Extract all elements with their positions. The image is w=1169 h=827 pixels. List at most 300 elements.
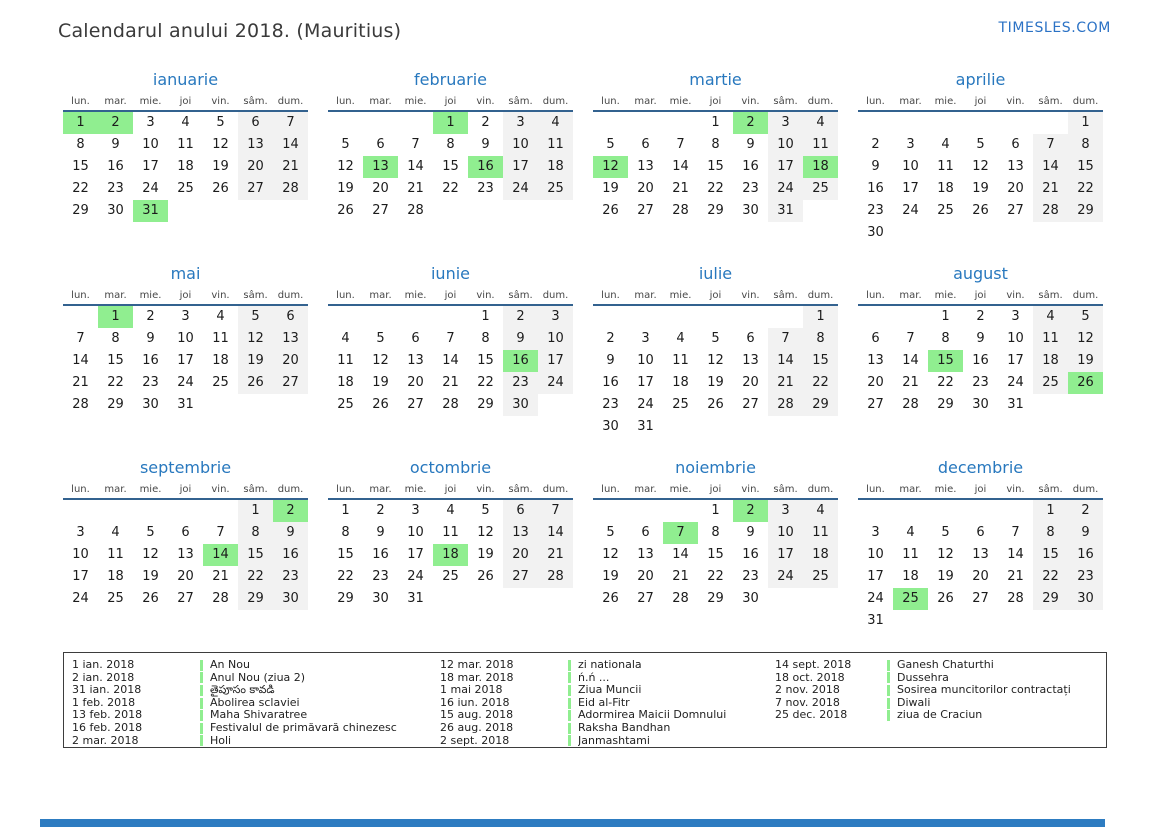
- weekday-label: vin.: [211, 484, 230, 495]
- day-cell: 16: [372, 547, 389, 562]
- day-cell-empty: [538, 588, 573, 610]
- day-grid: [593, 112, 838, 222]
- day-cell: 3: [906, 137, 915, 152]
- day-cell-holiday: 14: [203, 544, 238, 566]
- day-cell: 8: [803, 328, 838, 350]
- legend-date: 2 nov. 2018: [775, 683, 840, 697]
- legend-holiday-name: Ziua Muncii: [578, 684, 642, 697]
- day-cell: 21: [442, 375, 459, 390]
- day-cell: 2: [503, 306, 538, 328]
- legend-item: [775, 684, 1100, 697]
- day-cell: 6: [376, 137, 385, 152]
- day-cell: 9: [111, 137, 120, 152]
- day-cell: 8: [341, 525, 350, 540]
- day-cell: 18: [212, 353, 229, 368]
- day-cell-holiday: 31: [133, 200, 168, 222]
- months-grid: [0, 66, 1169, 648]
- day-cell: 24: [902, 203, 919, 218]
- weekday-label: vin.: [741, 96, 760, 107]
- day-cell: 11: [902, 547, 919, 562]
- day-cell: 17: [637, 375, 654, 390]
- day-cell: 7: [411, 137, 420, 152]
- weekday-label: lun.: [866, 484, 885, 495]
- day-cell-empty: [858, 306, 893, 328]
- day-cell: 21: [768, 372, 803, 394]
- day-cell: 29: [1068, 200, 1103, 222]
- day-cell: 26: [238, 372, 273, 394]
- day-cell: 28: [902, 397, 919, 412]
- holiday-tick-icon: [887, 672, 890, 683]
- day-cell: 22: [477, 375, 494, 390]
- day-cell-empty: [928, 500, 963, 522]
- weekday-label: dum.: [277, 484, 304, 495]
- day-cell: 1: [481, 309, 490, 324]
- day-cell-empty: [328, 306, 363, 328]
- day-cell: 13: [637, 159, 654, 174]
- day-cell: 3: [768, 112, 803, 134]
- day-cell: 13: [503, 522, 538, 544]
- legend-holiday-name: An Nou: [210, 659, 250, 671]
- day-cell: 22: [238, 566, 273, 588]
- day-cell: 11: [442, 525, 459, 540]
- weekday-label: mie.: [139, 290, 162, 301]
- day-cell: 17: [177, 353, 194, 368]
- day-cell-holiday: 18: [803, 156, 838, 178]
- day-cell: 1: [1033, 500, 1068, 522]
- holiday-legend: [63, 652, 1107, 748]
- legend-holiday-name: Diwali: [897, 696, 931, 709]
- day-cell-empty: [963, 112, 998, 134]
- day-cell: 8: [446, 137, 455, 152]
- day-cell: 31: [867, 613, 884, 628]
- weekday-label: mar.: [104, 290, 127, 301]
- day-cell: 2: [976, 309, 985, 324]
- weekday-label: mie.: [139, 96, 162, 107]
- day-cell-holiday: 1: [63, 112, 98, 134]
- day-cell-holiday: 7: [663, 522, 698, 544]
- legend-item: [72, 722, 440, 735]
- day-cell: 3: [871, 525, 880, 540]
- day-cell: 16: [742, 547, 759, 562]
- weekday-header-row: [328, 484, 573, 500]
- day-cell-empty: [1033, 112, 1068, 134]
- day-cell: 2: [481, 115, 490, 130]
- weekday-label: joi: [444, 484, 457, 495]
- month-iunie: [328, 260, 573, 454]
- day-cell: 29: [72, 203, 89, 218]
- day-cell: 8: [76, 137, 85, 152]
- day-cell: 27: [742, 397, 759, 412]
- weekday-label: joi: [974, 96, 987, 107]
- day-cell-empty: [328, 112, 363, 134]
- day-cell: 27: [1007, 203, 1024, 218]
- day-cell: 23: [107, 181, 124, 196]
- holiday-tick-icon: [568, 685, 571, 696]
- weekday-label: sâm.: [508, 484, 533, 495]
- legend-date: 31 ian. 2018: [72, 683, 142, 697]
- weekday-label: lun.: [866, 96, 885, 107]
- holiday-tick-icon: [887, 698, 890, 709]
- weekday-label: mie.: [139, 484, 162, 495]
- weekday-label: lun.: [71, 484, 90, 495]
- day-cell-empty: [628, 112, 663, 134]
- day-cell: 23: [972, 375, 989, 390]
- legend-date: 14 sept. 2018: [775, 658, 852, 671]
- day-cell: 28: [212, 591, 229, 606]
- day-cell: 7: [1033, 134, 1068, 156]
- day-cell-empty: [593, 500, 628, 522]
- day-cell: 11: [177, 137, 194, 152]
- weekday-label: mar.: [369, 484, 392, 495]
- day-cell: 12: [477, 525, 494, 540]
- day-cell: 5: [606, 525, 615, 540]
- day-cell-holiday: 26: [1068, 372, 1103, 394]
- day-cell: 17: [1007, 353, 1024, 368]
- weekday-label: mie.: [669, 96, 692, 107]
- day-cell: 9: [976, 331, 985, 346]
- day-cell: 18: [902, 569, 919, 584]
- day-cell: 30: [742, 203, 759, 218]
- day-cell: 10: [768, 134, 803, 156]
- day-cell: 1: [711, 115, 720, 130]
- day-cell: 4: [1033, 306, 1068, 328]
- weekday-label: lun.: [601, 290, 620, 301]
- day-cell: 22: [803, 372, 838, 394]
- day-cell: 15: [337, 547, 354, 562]
- day-cell: 8: [1033, 522, 1068, 544]
- legend-holiday-name: Holi: [210, 734, 232, 747]
- day-cell: 18: [538, 156, 573, 178]
- day-cell: 26: [212, 181, 229, 196]
- day-cell: 20: [1007, 181, 1024, 196]
- day-cell: 13: [867, 353, 884, 368]
- day-cell: 19: [238, 350, 273, 372]
- day-cell-empty: [998, 112, 1033, 134]
- day-grid: [328, 500, 573, 610]
- day-cell: 7: [216, 525, 225, 540]
- day-cell-empty: [803, 200, 838, 222]
- legend-date: 12 mar. 2018: [440, 658, 514, 671]
- weekday-label: joi: [709, 290, 722, 301]
- weekday-label: mar.: [104, 96, 127, 107]
- day-cell-empty: [63, 500, 98, 522]
- legend-holiday-name: Adormirea Maicii Domnului: [578, 709, 727, 722]
- day-cell: 21: [407, 181, 424, 196]
- day-cell: 26: [372, 397, 389, 412]
- day-cell-empty: [273, 394, 308, 416]
- day-cell: 16: [602, 375, 619, 390]
- day-cell: 5: [1068, 306, 1103, 328]
- day-cell: 11: [937, 159, 954, 174]
- weekday-label: joi: [444, 290, 457, 301]
- day-cell: 10: [902, 159, 919, 174]
- day-cell: 15: [707, 547, 724, 562]
- day-cell: 28: [1007, 591, 1024, 606]
- day-cell: 22: [442, 181, 459, 196]
- legend-holiday-name: Abolirea sclaviei: [210, 696, 300, 709]
- day-cell: 17: [407, 547, 424, 562]
- weekday-header-row: [328, 290, 573, 306]
- day-cell: 14: [672, 159, 689, 174]
- page-header: [0, 0, 1169, 42]
- weekday-header-row: [593, 290, 838, 306]
- legend-item: [440, 659, 775, 672]
- day-cell: 13: [238, 134, 273, 156]
- day-grid: [858, 500, 1103, 632]
- day-cell: 17: [538, 350, 573, 372]
- weekday-label: dum.: [807, 96, 834, 107]
- day-cell-empty: [133, 500, 168, 522]
- weekday-label: joi: [974, 484, 987, 495]
- day-cell-empty: [628, 500, 663, 522]
- day-cell: 24: [177, 375, 194, 390]
- legend-holiday-name: Dussehra: [897, 671, 949, 684]
- day-cell: 24: [407, 569, 424, 584]
- day-cell: 28: [72, 397, 89, 412]
- day-cell: 28: [768, 394, 803, 416]
- day-cell: 21: [273, 156, 308, 178]
- weekday-label: vin.: [741, 484, 760, 495]
- day-cell-empty: [168, 200, 203, 222]
- day-grid: [858, 112, 1103, 244]
- day-cell-empty: [468, 200, 503, 222]
- day-cell: 9: [1068, 522, 1103, 544]
- day-cell: 25: [177, 181, 194, 196]
- day-cell-empty: [593, 306, 628, 328]
- day-cell-holiday: 12: [593, 156, 628, 178]
- weekday-label: lun.: [601, 484, 620, 495]
- day-cell-empty: [663, 112, 698, 134]
- day-cell: 4: [803, 500, 838, 522]
- weekday-label: mar.: [634, 484, 657, 495]
- day-cell: 13: [972, 547, 989, 562]
- day-cell-holiday: 13: [363, 156, 398, 178]
- day-cell: 19: [707, 375, 724, 390]
- day-cell: 26: [477, 569, 494, 584]
- day-cell: 1: [238, 500, 273, 522]
- day-cell: 6: [181, 525, 190, 540]
- day-cell: 15: [1068, 156, 1103, 178]
- day-cell: 22: [1068, 178, 1103, 200]
- weekday-label: mar.: [899, 484, 922, 495]
- month-title: decembrie: [937, 458, 1024, 477]
- day-cell-empty: [593, 112, 628, 134]
- day-cell: 29: [803, 394, 838, 416]
- day-cell-empty: [963, 610, 998, 632]
- day-cell: 16: [142, 353, 159, 368]
- weekday-label: mar.: [634, 96, 657, 107]
- day-cell-empty: [1033, 222, 1068, 244]
- day-cell-empty: [998, 610, 1033, 632]
- legend-date: 18 oct. 2018: [775, 670, 845, 684]
- day-cell-empty: [203, 500, 238, 522]
- weekday-label: vin.: [1006, 96, 1025, 107]
- day-cell: 17: [503, 156, 538, 178]
- day-cell: 11: [212, 331, 229, 346]
- day-cell: 2: [146, 309, 155, 324]
- day-cell: 16: [867, 181, 884, 196]
- day-cell: 12: [238, 328, 273, 350]
- holiday-tick-icon: [568, 672, 571, 683]
- day-cell: 23: [602, 397, 619, 412]
- weekday-label: lun.: [336, 484, 355, 495]
- day-cell: 7: [76, 331, 85, 346]
- day-cell: 16: [1068, 544, 1103, 566]
- day-cell: 23: [372, 569, 389, 584]
- month-title: iunie: [430, 264, 470, 283]
- page-title: Calendarul anului 2018. (Mauritius): [58, 20, 402, 42]
- weekday-header-row: [593, 484, 838, 500]
- day-cell-empty: [1068, 394, 1103, 416]
- month-title: mai: [170, 264, 201, 283]
- day-cell: 19: [972, 181, 989, 196]
- day-cell-empty: [433, 200, 468, 222]
- month-title: septembrie: [139, 458, 232, 477]
- site-link[interactable]: TIMESLES.COM: [998, 20, 1111, 36]
- day-cell: 2: [376, 503, 385, 518]
- holiday-tick-icon: [200, 672, 203, 683]
- weekday-label: sâm.: [243, 484, 268, 495]
- day-cell: 2: [606, 331, 615, 346]
- day-cell: 12: [972, 159, 989, 174]
- legend-date: 15 aug. 2018: [440, 708, 514, 722]
- holiday-tick-icon: [887, 685, 890, 696]
- day-cell: 2: [1068, 500, 1103, 522]
- holiday-tick-icon: [200, 723, 203, 734]
- day-cell-empty: [1068, 222, 1103, 244]
- day-cell: 10: [538, 328, 573, 350]
- legend-holiday-name: Raksha Bandhan: [578, 721, 671, 734]
- day-cell: 21: [1033, 178, 1068, 200]
- day-cell: 11: [107, 547, 124, 562]
- day-cell: 22: [337, 569, 354, 584]
- day-cell: 6: [871, 331, 880, 346]
- day-cell: 6: [503, 500, 538, 522]
- day-cell: 25: [442, 569, 459, 584]
- day-cell: 26: [707, 397, 724, 412]
- legend-holiday-name: ń.ń ...: [578, 671, 610, 684]
- day-cell: 20: [742, 375, 759, 390]
- day-cell: 4: [676, 331, 685, 346]
- legend-date: 16 feb. 2018: [72, 720, 143, 734]
- day-cell-empty: [433, 588, 468, 610]
- day-cell: 17: [768, 544, 803, 566]
- day-cell: 28: [442, 397, 459, 412]
- day-cell: 29: [1033, 588, 1068, 610]
- day-cell: 14: [1007, 547, 1024, 562]
- day-cell: 9: [606, 353, 615, 368]
- day-cell: 10: [637, 353, 654, 368]
- day-cell: 15: [72, 159, 89, 174]
- day-cell: 3: [181, 309, 190, 324]
- legend-date: 2 mar. 2018: [72, 733, 139, 747]
- day-cell: 29: [238, 588, 273, 610]
- day-cell: 3: [768, 500, 803, 522]
- day-cell: 1: [341, 503, 350, 518]
- day-cell: 3: [538, 306, 573, 328]
- weekday-label: sâm.: [1038, 484, 1063, 495]
- day-cell-empty: [503, 588, 538, 610]
- day-cell-empty: [168, 500, 203, 522]
- legend-column: [440, 658, 775, 747]
- day-cell: 4: [906, 525, 915, 540]
- day-cell: 19: [602, 569, 619, 584]
- day-cell: 3: [146, 115, 155, 130]
- day-cell: 22: [937, 375, 954, 390]
- day-cell: 16: [742, 159, 759, 174]
- legend-date: 13 feb. 2018: [72, 708, 143, 722]
- day-cell: 25: [107, 591, 124, 606]
- weekday-label: vin.: [1006, 290, 1025, 301]
- legend-date: 25 dec. 2018: [775, 708, 848, 722]
- day-cell-empty: [433, 306, 468, 328]
- day-cell: 8: [711, 137, 720, 152]
- day-cell: 28: [538, 566, 573, 588]
- legend-item: [72, 659, 440, 672]
- day-cell: 23: [742, 181, 759, 196]
- weekday-label: sâm.: [773, 484, 798, 495]
- month-februarie: [328, 66, 573, 260]
- day-cell: 3: [503, 112, 538, 134]
- day-cell: 17: [902, 181, 919, 196]
- day-cell: 28: [1033, 200, 1068, 222]
- day-cell: 22: [107, 375, 124, 390]
- day-cell-empty: [663, 416, 698, 438]
- legend-holiday-name: Anul Nou (ziua 2): [210, 671, 306, 684]
- holiday-tick-icon: [887, 660, 890, 671]
- day-cell: 27: [972, 591, 989, 606]
- weekday-label: lun.: [336, 96, 355, 107]
- day-cell: 16: [273, 544, 308, 566]
- weekday-label: dum.: [807, 290, 834, 301]
- day-cell: 17: [72, 569, 89, 584]
- day-grid: [328, 306, 573, 416]
- day-cell: 9: [146, 331, 155, 346]
- day-cell-empty: [893, 306, 928, 328]
- day-cell: 25: [803, 566, 838, 588]
- legend-item: [440, 684, 775, 697]
- day-cell: 13: [177, 547, 194, 562]
- day-cell: 18: [803, 544, 838, 566]
- weekday-label: sâm.: [773, 96, 798, 107]
- day-cell: 4: [803, 112, 838, 134]
- weekday-label: mie.: [669, 290, 692, 301]
- legend-date: 1 mai 2018: [440, 683, 503, 697]
- day-cell: 20: [407, 375, 424, 390]
- month-martie: [593, 66, 838, 260]
- day-cell-empty: [1068, 610, 1103, 632]
- day-cell: 9: [481, 137, 490, 152]
- day-cell: 19: [337, 181, 354, 196]
- month-septembrie: [63, 454, 308, 648]
- day-cell: 14: [273, 134, 308, 156]
- day-cell: 8: [481, 331, 490, 346]
- day-cell: 5: [606, 137, 615, 152]
- legend-holiday-name: Ganesh Chaturthi: [897, 659, 994, 671]
- day-cell: 30: [972, 397, 989, 412]
- day-cell: 23: [477, 181, 494, 196]
- day-cell: 9: [871, 159, 880, 174]
- day-cell-empty: [893, 222, 928, 244]
- day-cell-holiday: 16: [468, 156, 503, 178]
- holiday-tick-icon: [568, 710, 571, 721]
- day-cell: 10: [142, 137, 159, 152]
- day-cell: 10: [177, 331, 194, 346]
- legend-date: 16 iun. 2018: [440, 695, 510, 709]
- legend-item: [440, 735, 775, 748]
- holiday-tick-icon: [200, 698, 203, 709]
- day-cell-holiday: 18: [433, 544, 468, 566]
